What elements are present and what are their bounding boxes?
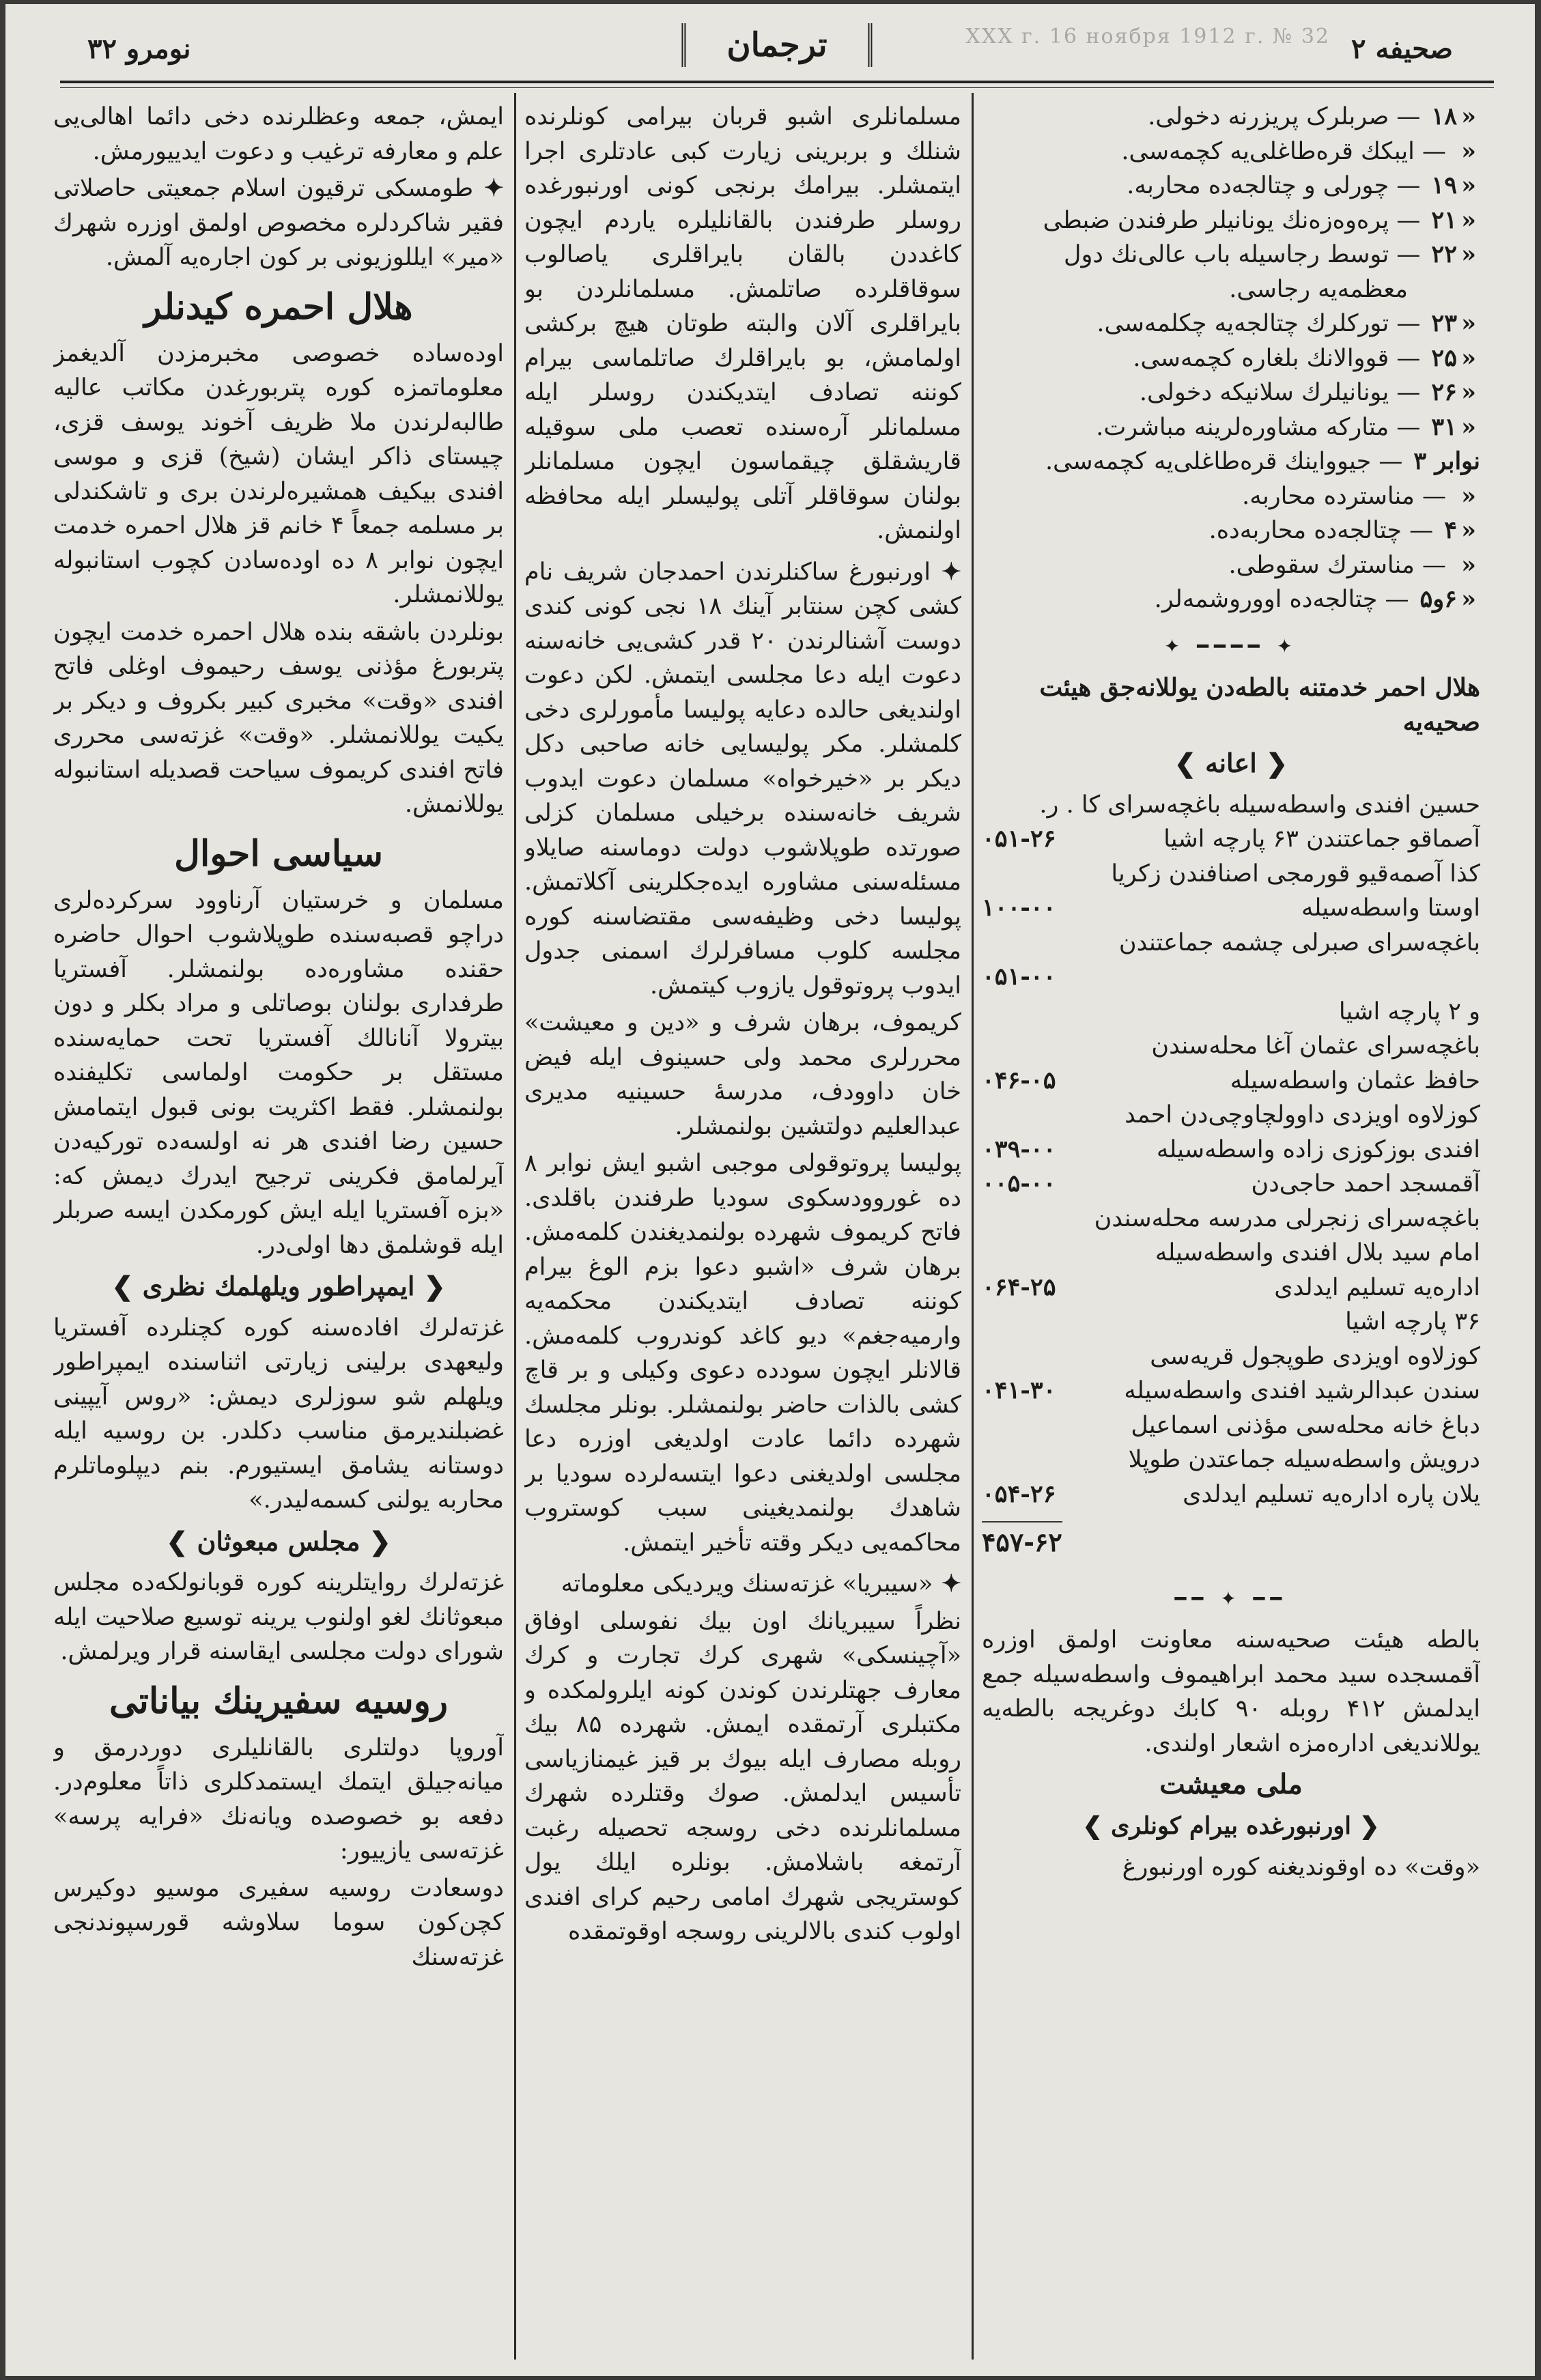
albanian-paragraph: مسلمان و خرستیان آرناوود سرکرده‌لری دراچو قصبه‌سنده طوپلاشوب احوال حاضره حقنده مشاوره‌ده بولنمشلر. آفستریا طرفداری بولنان بوصاتلی و مراد بکلر و دون بیترولا آنانالك آفستریا تحت حمایه‌سنده مستقل بر حکومت اولماسی تکلیفنده بولنمشلر. فقط اکثریت بونی قبول ایتمامش حسین رضا افندی هر نه اولسه‌ده تورکیه‌دن آیرلمامق فکرینی ترجیح ایدرك دیمش که: «بزه آفستریا ایله ایش کورمکدن ایسه صربلر ایله قوشلمق دها اولی‌در. — [53, 886, 504, 1259]
bayram-paragraph: مسلمانلری اشبو قربان بیرامی کونلرنده شنلك و بربرینی زیارت کبی عادتلری اجرا ایتمشلر. بیرامك برنجی کونی اورنبورغده روسلر طرفندن بالقانلیلره یاردم ایچون کاغددن بالقان بایراقلری یاصالوب سوقاقلرده صاتلمش. مسلمانلردن بو بایراقلری آلان والبته طوتان هیچ برکشی اولمامش، بو بایراقلرك صاتلماسی بیرام کوننه تصادف ایتدیکندن روسلر ایله مسلمانلر آره‌سنده تعصب ملی سوقیله قاریشقلق چیقماسون ایچون مسلمانلر بولنان سوقاقلر آتلی پولیسلر ایله محافظه اولنمش. — [524, 103, 961, 544]
table-row: باغچه‌سرای عثمان آغا محله‌سندن — [1151, 1032, 1480, 1060]
table-row: امام سید بلال افندی واسطه‌سیله — [1155, 1239, 1480, 1266]
list-item: معظمه‌یه رجاسی. — [1229, 275, 1408, 303]
editors-paragraph: کریموف، برهان شرف و «دین و معیشت» محررلری محمد ولی حسینوف ایله فیض خان داوودف، مدرسهٔ حسینیه مدیری عبدالعلیم دولتشین بولنمشلر. — [524, 1009, 961, 1140]
court-paragraph: پولیسا پروتوقولی موجبی اشبو ایش نوابر ۸ ده غوروودسکوی سودیا طرفندن باقلدی. فاتح کریموف شهرده بولنمدیغندن کلمه‌مش. برهان شرف «اشبو دعوا بزم الوغ بیرام کوننه تصادف ایتدیکندن محکمه‌یه وارمیه‌جغم» دیو کاغد کوندروب کلمه‌مش. قالانلر ایچون سودده دعوی وکیلی و بر قاچ کشی بالذات حاضر بولنمشلر. بونلر مجلسك شهرده دائما عادت اولدیغی اوزره دعا مجلسی اولدیغنی دعوا ایتسه‌لرده سودیا بر شاهدك بولنمدیغینی سبب کوستروب محاکمه‌یی دیکر وقته تأخیر ایتمش. — [524, 1150, 961, 1557]
table-row: دباغ خانه محله‌سی مؤذنی اسماعیل — [1131, 1411, 1480, 1439]
section-ornament: ✦ ━━━━ ✦ — [1163, 634, 1299, 657]
table-row: ۰۵۱-۰۰ — [982, 963, 1056, 991]
list-item: « ۶و۵ — چتالجه‌ده اووروشمه‌لر. — [1154, 585, 1476, 613]
table-row: درویش واسطه‌سیله جماعتدن طوپلا — [1128, 1446, 1480, 1473]
table-row: حسین افندی واسطه‌سیله باغچه‌سرای كا . ر. — [1039, 791, 1480, 819]
table-row: باغچه‌سرای صبرلی چشمه جماعتندن — [1118, 929, 1480, 957]
orenburg-subheading: ❮ اورنبورغده بیرام کونلری ❯ — [1082, 1811, 1380, 1840]
chronology-list — [982, 100, 1480, 617]
donations-table — [982, 788, 1480, 1512]
table-row: و ۲ پارچه اشیا — [1338, 997, 1480, 1025]
list-item: « — مناسترده محاربه. — [1242, 481, 1476, 510]
tomsk-paragraph: ✦ طومسکی ترقیون اسلام جمعیتی حاصلاتی فقیر شاکردلره مخصوص اولمق اوزره شهرك «میر» ایللوزیونی بر کون اجاره‌یه آلمش. — [53, 174, 504, 271]
page-label: صحیفه ۲ — [1351, 33, 1453, 65]
faint-date-stamp: XXX г. 16 ноября 1912 г. № 32 — [965, 25, 1330, 48]
list-item: « ۴ — چتالجه‌ده محاربه‌ده. — [1208, 516, 1476, 544]
europe-paragraph: آوروپا دولتلری بالقانلیلری دوردرمق و میانه‌جیلق ایتمك ایستمدکلری ذاتاً معلوم‌در. دفعه بو خصوصده ویانه‌نك «فرایه پرسه» غزته‌سی یازییور: — [53, 1733, 504, 1865]
list-item: « ۲۲ — توسط رجاسیله باب عالی‌نك دول — [1064, 240, 1476, 268]
right-column — [982, 100, 1480, 2360]
volunteers-paragraph: اوده‌ساده خصوصی مخبرمزدن آلدیغمز معلوماتمزه کوره پتربورغدن مکاتب عالیه طالبه‌لرندن ملا ظریف آخوند یوسف قزی، چیستای ذاکر ایشان (شیخ) قزی و موسی افندی بیکیف همشیره‌لرندن بری و تاشکندلی بر مسلمه جمعاً ۴ خانم قز هلال احمره خدمت ایچون نوابر ۸ ده اوده‌سادن کچوب استانبوله یوللانمشلر. — [53, 339, 504, 608]
ambassador-paragraph: دوسعادت روسیه سفیری موسیو دوکیرس کچن‌کون سوما سلاوشه قورسپوندنجی غزته‌سنك — [53, 1874, 504, 1971]
table-row: یلان پاره اداره‌یه تسلیم ایدلدی ۰۵۴-۲۶ — [982, 1479, 1480, 1508]
list-item: « ۲۱ — پره‌وه‌زه‌نك یونانیلر طرفندن ضبطی — [1043, 206, 1476, 234]
section-ornament: ━━ ✦ ━━ — [1174, 1587, 1288, 1610]
russian-ambassador-heading: روسیه سفیرینك بیاناتی — [109, 1680, 448, 1722]
header-rule — [60, 81, 1494, 83]
table-row: كذا آصمه‌قیو قورمجی اصنافندن زکریا — [1111, 860, 1480, 888]
table-row: سندن عبدالرشید افندی واسطه‌سیله ۰۴۱-۳۰ — [982, 1376, 1480, 1404]
list-item: « ۲۳ — تورکلرك چتالجه‌یه چکلمه‌سی. — [1097, 309, 1476, 337]
left-column — [53, 100, 504, 2360]
donations-total: ۴۵۷-۶۲ — [982, 1521, 1062, 1560]
sermon-paragraph: ایمش، جمعه وعظلرنده دخی دائما اهالی‌یی علم و معارفه ترغیب و دعوت ایدییورمش. — [53, 103, 504, 165]
list-item: « ۲۵ — قووالانك بلغاره کچمه‌سی. — [1133, 343, 1476, 372]
sharif-paragraph: ✦ اورنبورغ ساکنلرندن احمدجان شریف نام کشی کچن سنتابر آینك ۱۸ نجی کونی کندی دوست آشنالرندن ۲۰ قدر کشی‌یی خانه‌سنه دعوت ایله دعا مجلسی ایتمش. لکن دعوت اولندیغی حالده دعایه پولیسا مأمورلری دخی کلمشلر. مکر پولیسایی خانه صاحبی دکل دیکر بر «خیرخواه» مسلمان دعوت ایدوب شریف خانه‌سنده برخیلی مسلمان کزلی صورتده طوپلاشوب دولت دوماسنه صایلاو مسئله‌سنی مشاوره ایده‌جکلرینی آکلاتمش. پولیسا دخی وظیفه‌سی مقتضاسنه کوره مجلسه کلوب مسافرلرك اسمنی جدول ایدوب پروتوقول یازوب کیتمش. — [524, 557, 961, 1000]
newspaper-page — [5, 4, 1535, 2376]
list-item: « ۱۹ — چورلی و چتالجه‌ده محاربه. — [1127, 171, 1476, 199]
achinsk-paragraph: نظراً سیبریانك اون بیك نفوسلی اوفاق «آچینسکی» شهری کرك تجارت و کرك معارف جهتلرندن کوندن کونه ایلرولمکده و مکتبلری آرتمقده ایمش. شهرده ۸۵ بیك روبله مصارف ایله بیوك بر قیز غیمنازیاسی تأسیس ایدلمش. صوك وقتلرده شهرك مسلمانلرنده دخی روسجه تحصیله رغبت آرتمغه باشلامش. بونلره ایلك یول کوستریجی شهرك امامی رحیم کرای افندی اولوب کندی بالالرینی روسجه اوقوتمقده — [524, 1607, 961, 1945]
list-item: « — ایبکك قره‌طاغلی‌یه کچمه‌سی. — [1121, 137, 1476, 165]
volunteers-paragraph-2: بونلردن باشقه بنده هلال احمره خدمت ایچون پتربورغ مؤذنی یوسف رحیموف اوغلی فاتح افندی «وقت» مخبری کبیر بکروف و دیکر بر یکیت یوللانمشلر. «وقت» غزته‌سی محرری فاتح افندی کریموف سیاحت قصدیله استانبوله یوللانمش. — [53, 618, 504, 818]
list-item: « ۲۶ — یونانیلرك سلانیکه دخولی. — [1139, 378, 1476, 406]
list-item: نوابر ۳ — جیوواینك قره‌طاغلی‌یه کچمه‌سی. — [1045, 447, 1480, 475]
mebusan-subheading: ❮ مجلس مبعوثان ❯ — [166, 1525, 391, 1557]
table-row: کوزلاوه اویزدی داوولچاوچی‌دن احمد — [1125, 1101, 1480, 1129]
table-row: آصماقو جماعتندن ۶۳ پارچه اشیا ۰۵۱-۲۶ — [982, 825, 1480, 853]
orenburg-line: «وقت» ده اوقوندیغنه کوره اورنبورغ — [1122, 1854, 1480, 1881]
list-item: « ۱۸ — صربلرک پریزرنه دخولی. — [1148, 102, 1476, 130]
list-item: « — مناسترك سقوطی. — [1228, 550, 1476, 579]
page-header — [60, 18, 1494, 83]
middle-column — [524, 100, 961, 2360]
table-row: آقمسجد احمد حاجی‌دن ۰۰۵-۰۰ — [982, 1170, 1480, 1198]
political-affairs-heading: سیاسی احوال — [174, 832, 383, 875]
table-row: اداره‌یه تسلیم ایدلدی ۰۶۴-۲۵ — [982, 1273, 1480, 1301]
closing-paragraph: بالطه هیئت صحیه‌سنه معاونت اولمق اوزره آقمسجده سید محمد ابراهیموف واسطه‌سیله جمع ایدلمش ۴۱۲ روبله ۹۰ کابك دوغریجه بالطه‌یه یوللاندیغی اداره‌مزه اشعار اولندی. — [982, 1626, 1480, 1757]
siberia-subheading: ✦ «سیبریا» غزته‌سنك ویردیکی معلوماته — [561, 1570, 961, 1598]
red-crescent-donations-heading: هلال احمر خدمتنه بالطه‌دن یوللانه‌جق هیئت صحیه‌یه — [1039, 673, 1480, 737]
red-crescent-volunteers-heading: هلال احمره کیدنلر — [144, 285, 413, 328]
bullet-icon: ✦ — [930, 557, 961, 586]
mebusan-paragraph: غزته‌لرك روایتلرینه کوره قوبانولکه‌ده مجلس مبعوثانك لغو اولنوب یرینه توسیع صلاحیت ایله شورای دولت مجلسی ایقاسنه قرار ویرلمش. — [53, 1569, 504, 1665]
header-rule-thin — [60, 87, 1494, 88]
emperor-wilhelm-subheading: ❮ ایمپراطور ویلهلمك نظری ❯ — [111, 1271, 446, 1301]
table-row: کوزلاوه اویزدی طوپجول قریه‌سی — [1150, 1342, 1480, 1370]
issue-label: نومرو ۳۲ — [87, 33, 191, 65]
table-row: باغچه‌سرای زنجرلی مدرسه محله‌سندن — [1094, 1204, 1480, 1232]
wilhelm-paragraph: غزته‌لرك افاده‌سنه کوره کچنلرده آفستریا ولیعهدی برلینی زیارتی اثناسنده ایمپراطور ویلهلم شو سوزلری دیمش: «روس آیپینی غضبلندیرمق مناسب دکلدر. بن روسیه ایله دوستانه یشامق ایستیورم. بنم دیپلوماتلرم محاربه یولنی کسمه‌لیدر.» — [53, 1314, 504, 1514]
column-divider-right — [972, 93, 974, 2360]
donations-heading: ❮ اعانه ❯ — [1174, 748, 1288, 778]
paper-title: ترجمان — [681, 23, 872, 67]
table-row: اوستا واسطه‌سیله ۱۰۰-۰۰ — [982, 894, 1480, 922]
bullet-icon: ✦ — [933, 1570, 961, 1598]
table-row: افندی بوزکوزی زاده واسطه‌سیله ۰۳۹-۰۰ — [982, 1135, 1480, 1163]
table-row: حافظ عثمان واسطه‌سیله ۰۴۶-۰۵ — [982, 1066, 1480, 1094]
table-row: ۳۶ پارچه اشیا — [1345, 1308, 1480, 1335]
list-item: « ۳۱ — متارکه مشاوره‌لرینه مباشرت. — [1096, 412, 1476, 441]
column-divider-left — [514, 93, 516, 2360]
national-life-heading: ملی معیشت — [1159, 1768, 1303, 1800]
bullet-icon: ✦ — [473, 174, 504, 202]
